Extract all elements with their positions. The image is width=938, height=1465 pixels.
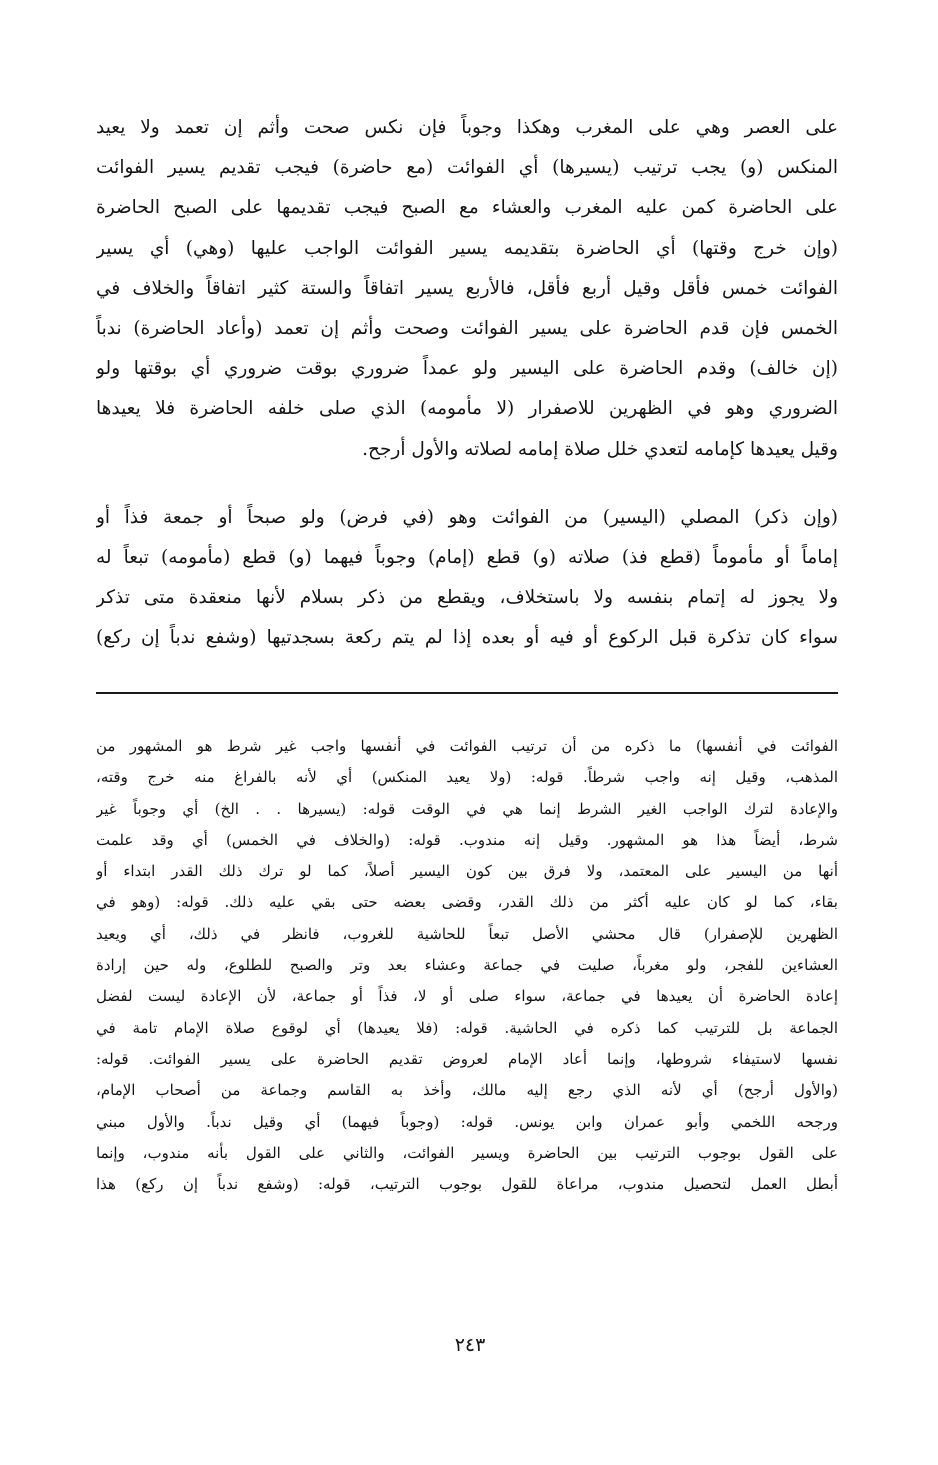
main-text-line: الفوائت خمس فأقل وقيل أربع فأقل، فالأربع يسير اتفاقاً والستة كثير اتفاقاً والخلاف في	[96, 277, 838, 299]
main-text-line: وقيل يعيدها كإمامه لتعدي خلل صلاة إمامه لصلاته والأول أرجح.	[362, 438, 838, 460]
footnote-line: والإعادة لترك الواجب الغير الشرط إنما هي في الوقت قوله: (يسيرها . . الخ) أي وجوباً غير	[96, 799, 838, 818]
main-text-line: الضروري وهو في الظهرين للاصفرار (لا مأمومه) الذي صلى خلفه الحاضرة فلا يعيدها	[96, 398, 838, 420]
main-text-line: على العصر وهي على المغرب وهكذا وجوباً فإن نكس صحت وأثم إن تعمد ولا يعيد	[96, 117, 838, 138]
footnote-line: ورجحه اللخمي وأبو عمران وابن يونس. قوله: (وجوباً فيهما) أي وقيل ندباً. والأول مبني	[96, 1112, 838, 1131]
main-text-line: الخمس فإن قدم الحاضرة على يسير الفوائت وصحت وأثم إن تعمد (وأعاد الحاضرة) ندباً	[96, 317, 838, 339]
footnotes-block	[96, 731, 838, 1200]
footnote-line: الجماعة بل للترتيب كما ذكره في الحاشية. قوله: (فلا يعيدها) أي لوقوع صلاة الإمام تامة في	[96, 1018, 838, 1037]
paragraph-gap	[96, 470, 838, 498]
page-number: ٢٤٣	[454, 1334, 486, 1356]
main-text-block	[96, 108, 838, 658]
footnote-line: المذهب، وقيل إنه واجب شرطاً. قوله: (ولا يعيد المنكس) أي لأنه بالفراغ منه خرج وقته،	[96, 768, 838, 787]
footnote-line: نفسها لاستيفاء شروطها، وإنما أعاد الإمام لعروض تقديم الحاضرة على يسير الفوائت. قوله:	[96, 1049, 838, 1068]
footnote-line: إعادة الحاضرة أن يعيدها في جماعة، سواء صلى أو لا، فذاً أو جماعة، لأن الإعادة ليست لفضل	[96, 987, 838, 1006]
main-text-line: (وإن ذكر) المصلي (اليسير) من الفوائت وهو (في فرض) ولو صبحاً أو جمعة فذاً أو	[96, 506, 838, 528]
footnote-separator	[96, 692, 838, 694]
footnote-line: أبطل العمل لتحصيل مندوب، مراعاة للقول بوجوب الترتيب، قوله: (وشفع ندباً إن ركع) هذا	[96, 1175, 838, 1194]
main-text-line: ولا يجوز له إتمام بنفسه ولا باستخلاف، ويقطع من ذكر بسلام لأنها منعقدة متى تذكر	[96, 587, 838, 609]
main-text-line: على الحاضرة كمن عليه المغرب والعشاء مع الصبح فيجب تقديمها على الصبح الحاضرة	[96, 197, 838, 219]
footnote-line: الفوائت في أنفسها) ما ذكره من أن ترتيب الفوائت في أنفسها واجب غير شرط هو المشهور من	[96, 737, 838, 755]
footnote-line: شرط، أيضاً هذا هو المشهور. وقيل إنه مندوب. قوله: (والخلاف في الخمس) أي وقد علمت	[96, 830, 838, 849]
footnote-line: الظهرين للإصفرار) قال محشي الأصل تبعاً للحاشية للغروب، فانظر في ذلك، أي ويعيد	[96, 924, 838, 943]
main-text-line: سواء كان تذكرة قبل الركوع أو فيه أو بعده إذا لم يتم ركعة بسجدتيها (وشفع ندباً إن ركع)	[96, 627, 838, 649]
footnote-line: أنها من اليسير على المعتمد، ولا فرق بين كون اليسير أصلاً، كما لو ترك ذلك القدر ابتداء أو	[96, 862, 838, 881]
footnote-line: بقاء، كما لو كان عليه أكثر من ذلك القدر، وقضى بعضه حتى بقي عليه ذلك. قوله: (وهو في	[96, 893, 838, 912]
main-text-line: (وإن خرج وقتها) أي الحاضرة بتقديمه يسير الفوائت الواجب عليها (وهي) أي يسير	[96, 237, 838, 259]
main-text-line: إماماً أو مأموماً (قطع فذ) صلاته (و) قطع (إمام) وجوباً فيهما (و) قطع (مأمومه) تبعاً له	[96, 546, 838, 568]
footnote-line: العشاءين للفجر، ولو مغرباً، صليت في جماعة وعشاء بعد وتر والصبح للطلوع، وله حين إرادة	[96, 956, 838, 975]
main-text-line: (إن خالف) وقدم الحاضرة على اليسير ولو عمداً ضروري بوقت ضروري أي بوقتها ولو	[96, 358, 838, 380]
footnote-line: (والأول أرجح) أي لأنه الذي رجع إليه مالك، وأخذ به القاسم وجماعة من أصحاب الإمام،	[96, 1081, 838, 1100]
footnote-line: على القول بوجوب الترتيب بين الحاضرة ويسير الفوائت، والثاني على القول بأنه مندوب، وإنما	[96, 1143, 838, 1162]
main-text-line: المنكس (و) يجب ترتيب (يسيرها) أي الفوائت (مع حاضرة) فيجب تقديم يسير الفوائت	[96, 157, 838, 179]
